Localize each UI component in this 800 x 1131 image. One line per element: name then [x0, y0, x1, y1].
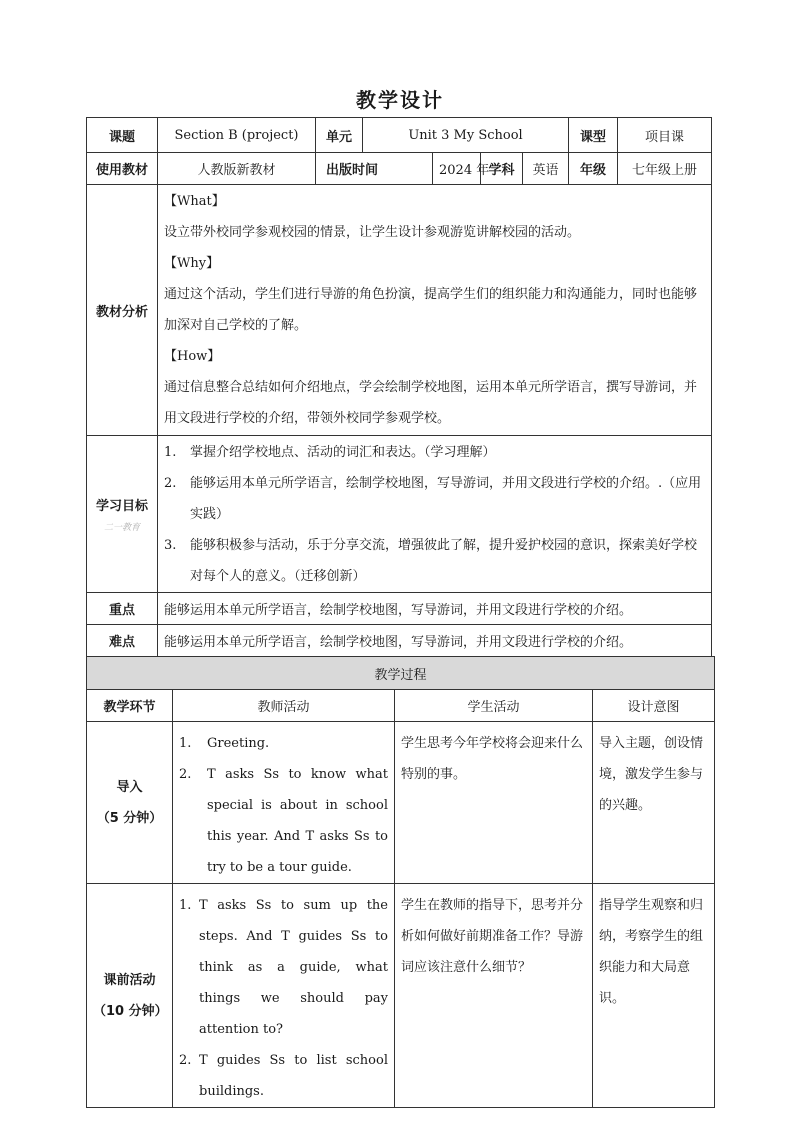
design-intent: 指导学生观察和归纳，考察学生的组织能力和大局意识。: [593, 884, 715, 1108]
teacher-item: [179, 890, 388, 1045]
goals-row: [87, 436, 712, 593]
stage-cell: [87, 884, 173, 1108]
lesson-info-table: [86, 117, 712, 657]
value-subject: 英语: [523, 153, 569, 185]
analysis-row: [87, 185, 712, 436]
col-student: 学生活动: [395, 690, 593, 722]
goals-label: 学习目标: [95, 499, 148, 514]
item-number: 2.: [179, 767, 192, 782]
goal-item: [164, 530, 705, 592]
student-activity: 学生思考今年学校将会迎来什么特别的事。: [395, 722, 593, 884]
item-text: T asks Ss to know what special is about in school this year. And T asks Ss to try to be a tour guide.: [207, 767, 388, 875]
value-unit: Unit 3 My School: [363, 118, 569, 153]
label-topic: 课题: [87, 118, 158, 153]
item-text: T asks Ss to sum up the steps. And T guides Ss to think as a guide, what things we should pay attention to?: [199, 898, 388, 1037]
info-row-2: [87, 153, 712, 185]
analysis-content: [158, 185, 712, 436]
label-difficult: 难点: [87, 625, 158, 657]
value-publish-time: 2024 年: [433, 153, 481, 185]
stage-time: （10 分钟）: [93, 1003, 168, 1019]
stage-cell: [87, 722, 173, 884]
what-text: 设立带外校同学参观校园的情景，让学生设计参观游览讲解校园的活动。: [164, 225, 581, 240]
process-header-row: [87, 657, 715, 690]
label-textbook: 使用教材: [87, 153, 158, 185]
col-stage: 教学环节: [87, 690, 173, 722]
item-text: T guides Ss to list school buildings.: [199, 1053, 388, 1099]
difficult-row: [87, 625, 712, 657]
teacher-list: [179, 728, 388, 883]
watermark-logo: 二一教育: [103, 523, 140, 533]
teacher-list: [179, 890, 388, 1107]
goal-text: 能够积极参与活动，乐于分享交流，增强彼此了解，提升爱护校园的意识，探索美好学校对每个人的意义。（迁移创新）: [190, 537, 698, 584]
key-text: 能够运用本单元所学语言，绘制学校地图，写导游词，并用文段进行学校的介绍。: [158, 593, 712, 625]
stage-time: （5 分钟）: [96, 810, 163, 826]
teacher-item: [179, 728, 388, 759]
label-analysis: 教材分析: [87, 185, 158, 436]
label-lesson-type: 课型: [569, 118, 618, 153]
teacher-activity: [173, 722, 395, 884]
stage-name: 导入: [116, 779, 143, 795]
process-table: [86, 656, 715, 1108]
goals-list: [164, 437, 705, 592]
item-number: 1.: [179, 736, 192, 751]
goal-item: [164, 468, 705, 530]
col-intent: 设计意图: [593, 690, 715, 722]
process-row: [87, 884, 715, 1108]
label-grade: 年级: [569, 153, 618, 185]
value-grade: 七年级上册: [618, 153, 712, 185]
value-textbook: 人教版新教材: [158, 153, 316, 185]
info-row-1: [87, 118, 712, 153]
goal-number: 1.: [164, 444, 177, 460]
goal-item: [164, 437, 705, 468]
process-row: [87, 722, 715, 884]
goals-content: [158, 436, 712, 593]
goal-text: 能够运用本单元所学语言，绘制学校地图，写导游词，并用文段进行学校的介绍。.（应用实践）: [190, 475, 702, 522]
item-number: 1.: [179, 898, 192, 913]
page-title: 教学设计: [356, 88, 444, 112]
process-cols-row: [87, 690, 715, 722]
teacher-item: [179, 1045, 388, 1107]
why-heading: 【Why】: [164, 256, 220, 271]
label-subject: 学科: [481, 153, 523, 185]
item-text: Greeting.: [207, 736, 270, 751]
value-lesson-type: 项目课: [618, 118, 712, 153]
goal-text: 掌握介绍学校地点、活动的词汇和表达。（学习理解）: [190, 444, 496, 460]
label-key: 重点: [87, 593, 158, 625]
design-intent: 导入主题，创设情境，激发学生参与的兴趣。: [593, 722, 715, 884]
how-text: 通过信息整合总结如何介绍地点，学会绘制学校地图，运用本单元所学语言，撰写导游词，并用文段进行学校的介绍，带领外校同学参观学校。: [164, 380, 698, 426]
label-goals: [87, 436, 158, 593]
key-row: [87, 593, 712, 625]
label-publish-time: 出版时间: [316, 153, 433, 185]
why-text: 通过这个活动，学生们进行导游的角色扮演，提高学生们的组织能力和沟通能力，同时也能够加深对自己学校的了解。: [164, 287, 698, 333]
goal-number: 3.: [164, 537, 177, 553]
item-number: 2.: [179, 1053, 192, 1068]
goal-number: 2.: [164, 475, 177, 491]
student-activity: 学生在教师的指导下，思考并分析如何做好前期准备工作？导游词应该注意什么细节？: [395, 884, 593, 1108]
label-unit: 单元: [316, 118, 363, 153]
stage-name: 课前活动: [103, 972, 156, 988]
teacher-item: [179, 759, 388, 883]
col-teacher: 教师活动: [173, 690, 395, 722]
what-heading: 【What】: [164, 194, 225, 209]
process-header: 教学过程: [87, 657, 715, 690]
teacher-activity: [173, 884, 395, 1108]
difficult-text: 能够运用本单元所学语言，绘制学校地图，写导游词，并用文段进行学校的介绍。: [158, 625, 712, 657]
how-heading: 【How】: [164, 349, 221, 364]
value-topic: Section B (project): [158, 118, 316, 153]
